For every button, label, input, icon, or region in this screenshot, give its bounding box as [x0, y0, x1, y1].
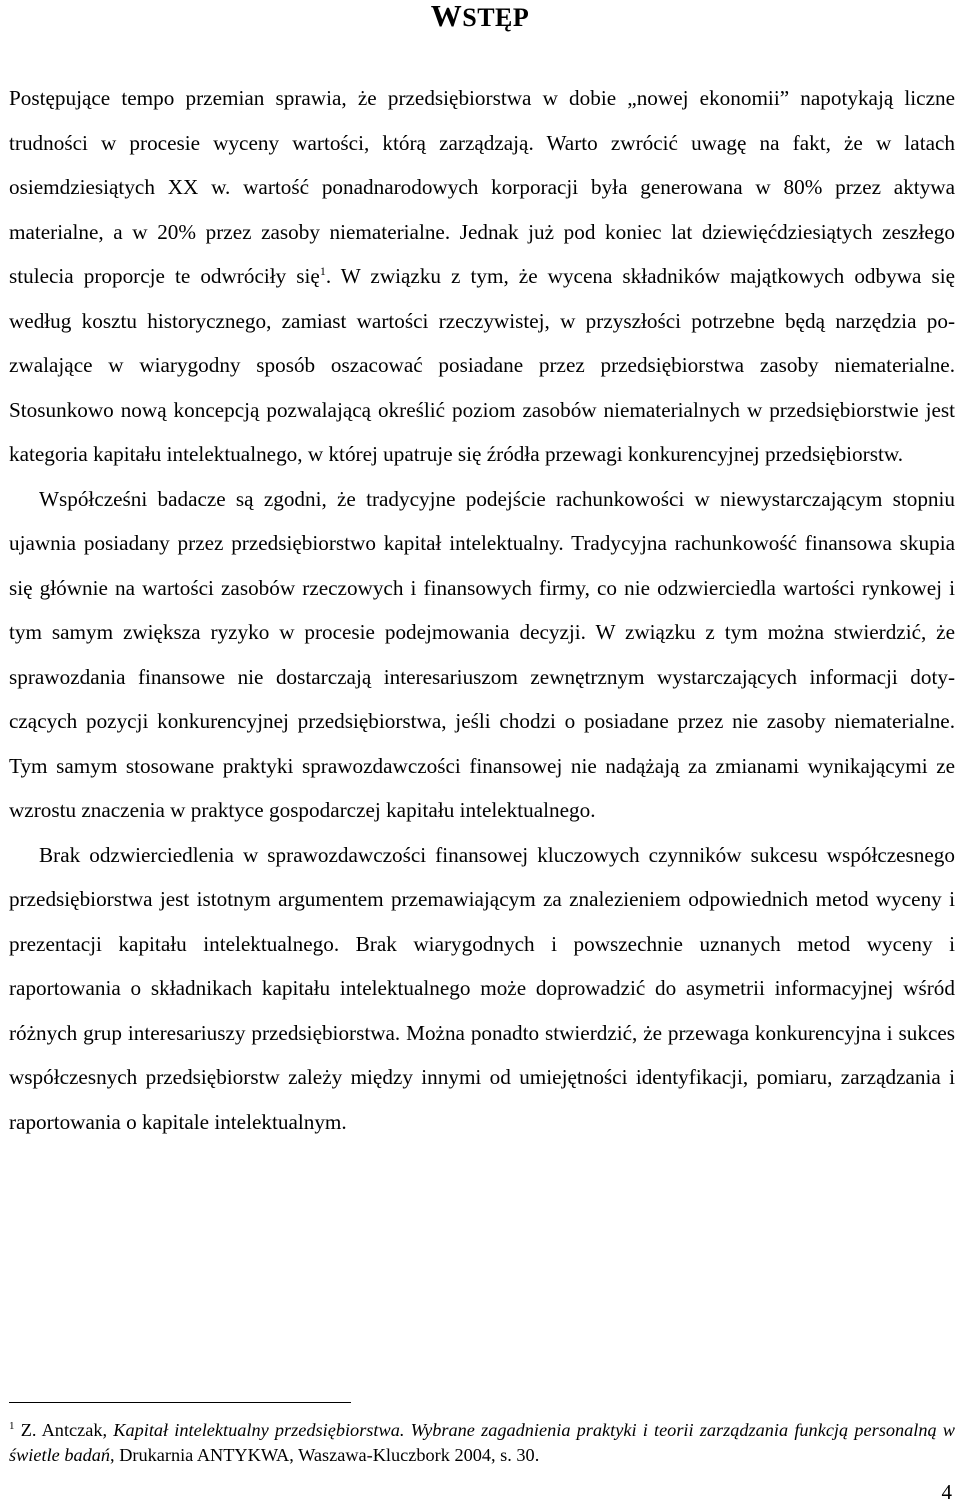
paragraph-1-text-b: . W związku z tym, że wycena składników majątkowych odbywa się według kosztu historycznego, zamiast wartości rzeczywistej, w przyszłości potrzebne będą narzędzia pozwalające w wiarygodny sposób oszacować posiadane przez przedsiębiorstwa zasoby niematerialne. Stosunkowo nową koncepcją pozwalającą określić poziom zasobów niematerialnych w przedsiębiorstwie jest kategoria kapitału intelektualnego, w której upatruje się źródła przewagi konkurencyjnej przedsiębiorstw.: [9, 264, 955, 466]
paragraph-2: Współcześni badacze są zgodni, że tradycyjne podejście rachunkowości w niewystarczającym stopniu ujawnia posiadany przez przedsiębiorstwo kapitał intelektualny. Tradycyjna rachunkowość finansowa skupia się głównie na wartości zasobów rzeczowych i finansowych firmy, co nie odzwierciedla wartości rynkowej i tym samym zwiększa ryzyko w procesie podejmowania decyzji. W związku z tym można stwierdzić, że sprawozdania finansowe nie dostarczają interesariuszom zewnętrznym wystarczających informacji dotyczących pozycji konkurencyjnej przedsiębiorstwa, jeśli chodzi o posiadane przez nie zasoby niematerialne. Tym samym stosowane praktyki sprawozdawczości finansowej nie nadążają za zmianami wynikającymi ze wzrostu znaczenia w praktyce gospodarczej kapitału intelektualnego.: [9, 486, 955, 822]
page-title: [0, 0, 960, 34]
page-number: 4: [941, 1480, 952, 1504]
footnote-title: Kapitał intelektualny przedsiębiorstwa. Wybrane zagadnienia praktyki i teorii zarządzania funkcją personalną w świetle badań: [9, 1420, 955, 1465]
footnote-publisher: , Drukarnia ANTYKWA, Waszawa-Kluczbork 2004, s. 30.: [110, 1445, 540, 1465]
footnote-ref[interactable]: 1: [319, 263, 326, 278]
body-text: [9, 76, 955, 1144]
page-title-rest: STĘP: [462, 3, 530, 32]
footnote-author: Z. Antczak,: [20, 1420, 114, 1440]
paragraph-1: [9, 76, 955, 477]
paragraph-3: Brak odzwierciedlenia w sprawozdawczości finansowej kluczowych czynników sukcesu współczesnego przedsiębiorstwa jest istotnym argumentem przemawiającym za znalezieniem odpowiednich metod wyceny i prezentacji kapitału intelektualnego. Brak wiarygodnych i powszechnie uznanych metod wyceny i raportowania o składnikach kapitału intelektualnego może doprowadzić do asymetrii informacyjnej wśród różnych grup interesariuszy przedsiębiorstwa. Można ponadto stwierdzić, że przewaga konkurencyjna i sukces współczesnych przedsiębiorstw zależy między innymi od umiejętności identyfikacji, pomiaru, zarządzania i raportowania o kapitale intelektualnym.: [9, 842, 955, 1134]
paragraph-1-text-a: Postępujące tempo przemian sprawia, że przedsiębiorstwa w dobie „nowej ekonomii” napotykają liczne trudności w procesie wyceny wartości, którą zarządzają. Warto zwrócić uwagę na fakt, że w latach osiemdziesiątych XX w. wartość ponadnarodowych korporacji była generowana w 80% przez aktywa materialne, a w 20% przez zasoby niematerialne. Jednak już pod koniec lat dziewięćdziesiątych zeszłego stulecia proporcje te odwróciły się: [9, 86, 955, 288]
footnote: [9, 1418, 955, 1468]
footnote-separator: [9, 1402, 351, 1403]
page-title-initial: W: [430, 0, 463, 33]
footnote-number: 1: [9, 1419, 15, 1432]
